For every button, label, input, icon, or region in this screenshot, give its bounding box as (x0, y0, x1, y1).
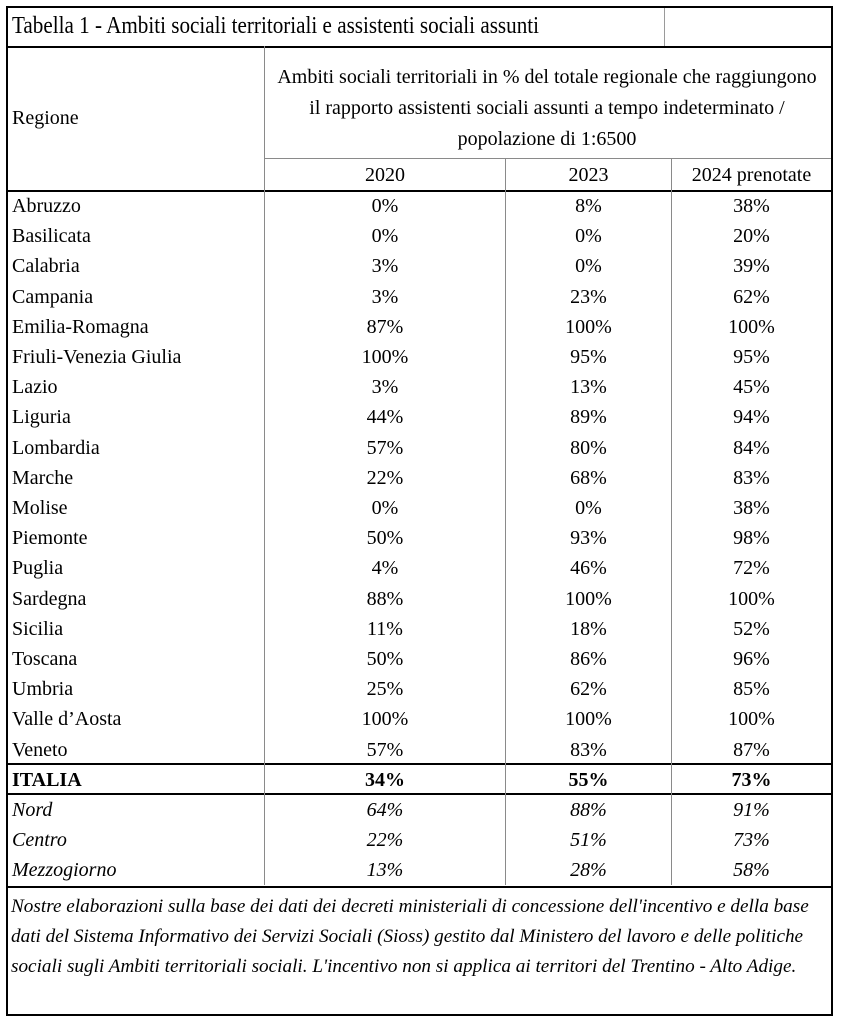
region-name: Emilia-Romagna (12, 315, 149, 338)
value-2020: 0% (371, 195, 399, 217)
value-2024-prenotate: 87% (733, 738, 770, 761)
region-name: Friuli-Venezia Giulia (12, 346, 182, 368)
value-2020: 25% (366, 678, 404, 701)
year-header-2020: 2020 (365, 164, 405, 186)
value-2024-prenotate: 95% (733, 346, 770, 368)
value-2024-prenotate: 38% (733, 195, 770, 217)
table-row (8, 673, 831, 703)
value-2023: 0% (575, 497, 602, 519)
macro-area-row (8, 854, 831, 884)
table-row (8, 311, 831, 341)
value-2020: 13% (366, 859, 404, 882)
title-divider (664, 8, 665, 46)
value-2023: 89% (570, 406, 607, 429)
table-row (8, 341, 831, 371)
value-2024-prenotate: 45% (733, 376, 770, 399)
value-2024-prenotate: 100% (728, 587, 775, 610)
region-name: Calabria (12, 255, 80, 278)
region-name: Sardegna (12, 587, 87, 610)
table-note (8, 886, 831, 1014)
value-2023: 0% (575, 255, 602, 278)
column-divider (671, 190, 672, 885)
value-2023: 0% (575, 225, 602, 248)
table-row (8, 583, 831, 613)
value-2020: 3% (371, 255, 399, 278)
value-2024-prenotate: 84% (733, 436, 770, 459)
value-2023: 62% (570, 678, 607, 701)
year-header-2023: 2023 (568, 164, 609, 186)
value-2024-prenotate: 62% (733, 285, 770, 308)
value-2020: 64% (366, 799, 404, 821)
value-2020: 100% (361, 346, 409, 368)
value-2023: 83% (570, 738, 607, 761)
table-row (8, 522, 831, 552)
value-2020: 3% (371, 376, 399, 399)
value-2023: 8% (575, 195, 602, 217)
table-row (8, 552, 831, 582)
value-2020: 0% (371, 497, 399, 519)
table-row (8, 250, 831, 280)
value-2023: 13% (570, 376, 607, 399)
region-name: Sicilia (12, 617, 64, 640)
table-row (8, 190, 831, 220)
region-name: Campania (12, 285, 94, 308)
value-2023: 95% (570, 346, 607, 368)
value-2024-prenotate: 73% (733, 829, 770, 852)
value-2023: 51% (570, 829, 607, 852)
value-2023: 23% (570, 285, 607, 308)
region-name: Valle d’Aosta (12, 708, 122, 731)
regione-column-header: Regione (12, 107, 79, 129)
value-2020: 44% (366, 406, 404, 429)
value-2020: 57% (366, 738, 404, 761)
table-row (8, 492, 831, 522)
table-row (8, 613, 831, 643)
table-sheet (6, 6, 833, 1016)
region-name: Molise (12, 497, 68, 519)
year-header-2024: 2024 prenotate (691, 164, 812, 186)
macro-area-row (8, 824, 831, 854)
value-2023: 55% (568, 768, 609, 791)
value-2020: 11% (367, 617, 403, 640)
value-2023: 68% (570, 466, 607, 489)
value-2024-prenotate: 38% (733, 497, 770, 519)
value-2024-prenotate: 58% (733, 859, 770, 882)
value-2023: 46% (570, 557, 607, 580)
value-2020: 57% (366, 436, 404, 459)
value-2024-prenotate: 94% (733, 406, 770, 429)
value-2023: 28% (570, 859, 607, 882)
source-note: Nostre elaborazioni sulla base dei dati dei decreti ministeriali di concessione dell'incentivo e della base dati del Sistema Informativo dei Servizi Sociali (Sioss) gestito dal Ministero del lavoro e delle politiche sociali sugli Ambiti territoriali sociali. L'incentivo non si applica ai territori del Trentino - Alto Adige. (11, 896, 809, 977)
table-row (8, 734, 831, 764)
region-name: Toscana (12, 648, 78, 670)
region-name: Mezzogiorno (12, 859, 117, 882)
value-2024-prenotate: 73% (731, 768, 772, 791)
region-name: Veneto (12, 738, 68, 761)
value-2020: 100% (361, 708, 409, 731)
value-2024-prenotate: 39% (733, 255, 770, 278)
value-2023: 93% (570, 527, 607, 550)
value-2020: 4% (371, 557, 399, 580)
value-2020: 22% (366, 829, 404, 852)
total-row (8, 764, 831, 794)
region-name: Nord (12, 799, 53, 821)
table-row (8, 401, 831, 431)
value-2024-prenotate: 91% (733, 799, 770, 821)
value-2023: 100% (565, 587, 612, 610)
value-2024-prenotate: 100% (728, 315, 775, 338)
table-header (8, 46, 831, 192)
table-row (8, 220, 831, 250)
region-name: Basilicata (12, 225, 91, 248)
value-2024-prenotate: 52% (733, 617, 770, 640)
value-2020: 22% (366, 466, 404, 489)
value-2024-prenotate: 98% (733, 527, 770, 550)
value-2023: 86% (570, 648, 607, 670)
title-row (8, 8, 831, 48)
region-name: Lombardia (12, 436, 100, 459)
macro-area-row (8, 794, 831, 824)
value-2020: 50% (366, 527, 404, 550)
region-name: ITALIA (12, 768, 82, 791)
value-2020: 34% (365, 768, 405, 791)
value-2020: 88% (366, 587, 404, 610)
region-name: Abruzzo (12, 195, 81, 217)
value-2024-prenotate: 85% (733, 678, 770, 701)
value-2024-prenotate: 72% (733, 557, 770, 580)
region-name: Piemonte (12, 527, 88, 550)
table-row (8, 643, 831, 673)
table-row (8, 371, 831, 401)
value-2020: 0% (371, 225, 399, 248)
value-2023: 18% (570, 617, 607, 640)
indicator-description: Ambiti sociali territoriali in % del totale regionale che raggiungono il rapporto assistenti sociali assunti a tempo indeterminato / popolazione di 1:6500 (277, 66, 817, 150)
value-2023: 100% (565, 315, 612, 338)
value-2023: 100% (565, 708, 612, 731)
region-name: Liguria (12, 406, 71, 429)
value-2020: 3% (371, 285, 399, 308)
value-2024-prenotate: 20% (733, 225, 770, 248)
value-2024-prenotate: 100% (728, 708, 775, 731)
table-row (8, 281, 831, 311)
value-2020: 50% (366, 648, 404, 670)
table-row (8, 462, 831, 492)
table-row (8, 703, 831, 733)
region-name: Marche (12, 466, 74, 489)
region-name: Umbria (12, 678, 74, 701)
table-title: Tabella 1 - Ambiti sociali territoriali e assistenti sociali assunti (12, 13, 539, 39)
value-2023: 88% (570, 799, 607, 821)
column-divider (264, 190, 265, 885)
table-row (8, 432, 831, 462)
value-2020: 87% (366, 315, 404, 338)
region-name: Puglia (12, 557, 64, 580)
value-2023: 80% (570, 436, 607, 459)
value-2024-prenotate: 96% (733, 648, 770, 670)
region-name: Centro (12, 829, 67, 852)
region-name: Lazio (12, 376, 58, 399)
column-divider (505, 190, 506, 885)
value-2024-prenotate: 83% (733, 466, 770, 489)
